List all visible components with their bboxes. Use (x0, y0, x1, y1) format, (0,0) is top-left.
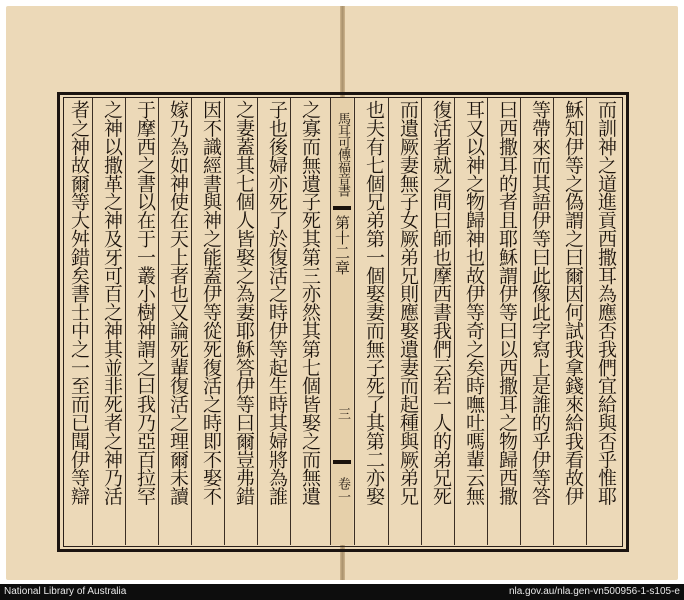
banxin-rule-right (354, 98, 355, 545)
banxin-page-number: 三 (335, 406, 350, 420)
column-rule (487, 98, 488, 545)
text-column: 而遺厥妻無子女厥弟兄則應娶遺妻而起種與厥弟兄 (397, 100, 419, 505)
text-column: 之神以撒革之神及牙可百之神其並非死者之神乃活 (101, 100, 123, 505)
banxin-book-title: 馬耳可傳福音書 (335, 112, 350, 196)
column-rule (454, 98, 455, 545)
banxin-volume: 卷一 (335, 477, 350, 503)
text-column: 之寡而無遺子死其第三亦然其第七個皆娶之而無遺 (299, 100, 321, 505)
text-column: 子也後婦亦死了於復活之時伊等起生時其婦將為誰 (266, 100, 288, 505)
text-column: 也夫有七個兄弟第一個娶妻而無子死了其第二亦娶 (363, 100, 385, 505)
column-rule (125, 98, 126, 545)
column-rule (290, 98, 291, 545)
column-rule (388, 98, 389, 545)
column-rule (421, 98, 422, 545)
text-column: 復活者就之問曰師也摩西書我們云若一人的弟兄死 (430, 100, 452, 505)
text-column: 嫁乃為如神使在天上者也又論死輩復活之理爾未讀 (167, 100, 189, 505)
footer-identifier: nla.gov.au/nla.gen-vn500956-1-s105-e (508, 586, 680, 597)
text-column: 之妻蓋其七個人皆娶之為妻耶穌答伊等曰爾豈弗錯 (233, 100, 255, 505)
column-rule (553, 98, 554, 545)
text-column: 等帶來而其語伊等曰此像此字寫上是誰的乎伊等答 (529, 100, 551, 505)
column-rule (191, 98, 192, 545)
column-rule (586, 98, 587, 545)
column-rule (158, 98, 159, 545)
text-column: 曰西撒耳的者且耶穌謂伊等曰以西撒耳之物歸西撒 (496, 100, 518, 505)
text-column: 耳又以神之物歸神也故伊等奇之矣時嘸吐嗎輩云無 (463, 100, 485, 505)
column-rule (520, 98, 521, 545)
fish-tail-mark (333, 460, 351, 464)
column-rule (92, 98, 93, 545)
column-rule (224, 98, 225, 545)
text-column: 者之神故爾等大舛錯矣書士中之一至而已聞伊等辯 (68, 100, 90, 505)
text-column: 因不識經書與神之能蓋伊等從死復活之時即不娶不 (200, 100, 222, 505)
column-rule (257, 98, 258, 545)
fish-tail-mark (333, 206, 351, 210)
text-column: 而訓神之道進貢西撒耳為應否我們宜給與否乎惟耶 (595, 100, 617, 505)
footer-library-credit: National Library of Australia (4, 586, 127, 597)
banxin-chapter: 第十二章 (333, 215, 351, 275)
text-column: 穌知伊等之偽謂之曰爾因何試我拿錢來給我看故伊 (562, 100, 584, 505)
text-column: 于摩西之書以在于一叢小樹神謂之曰我乃亞百拉罕 (134, 100, 156, 505)
